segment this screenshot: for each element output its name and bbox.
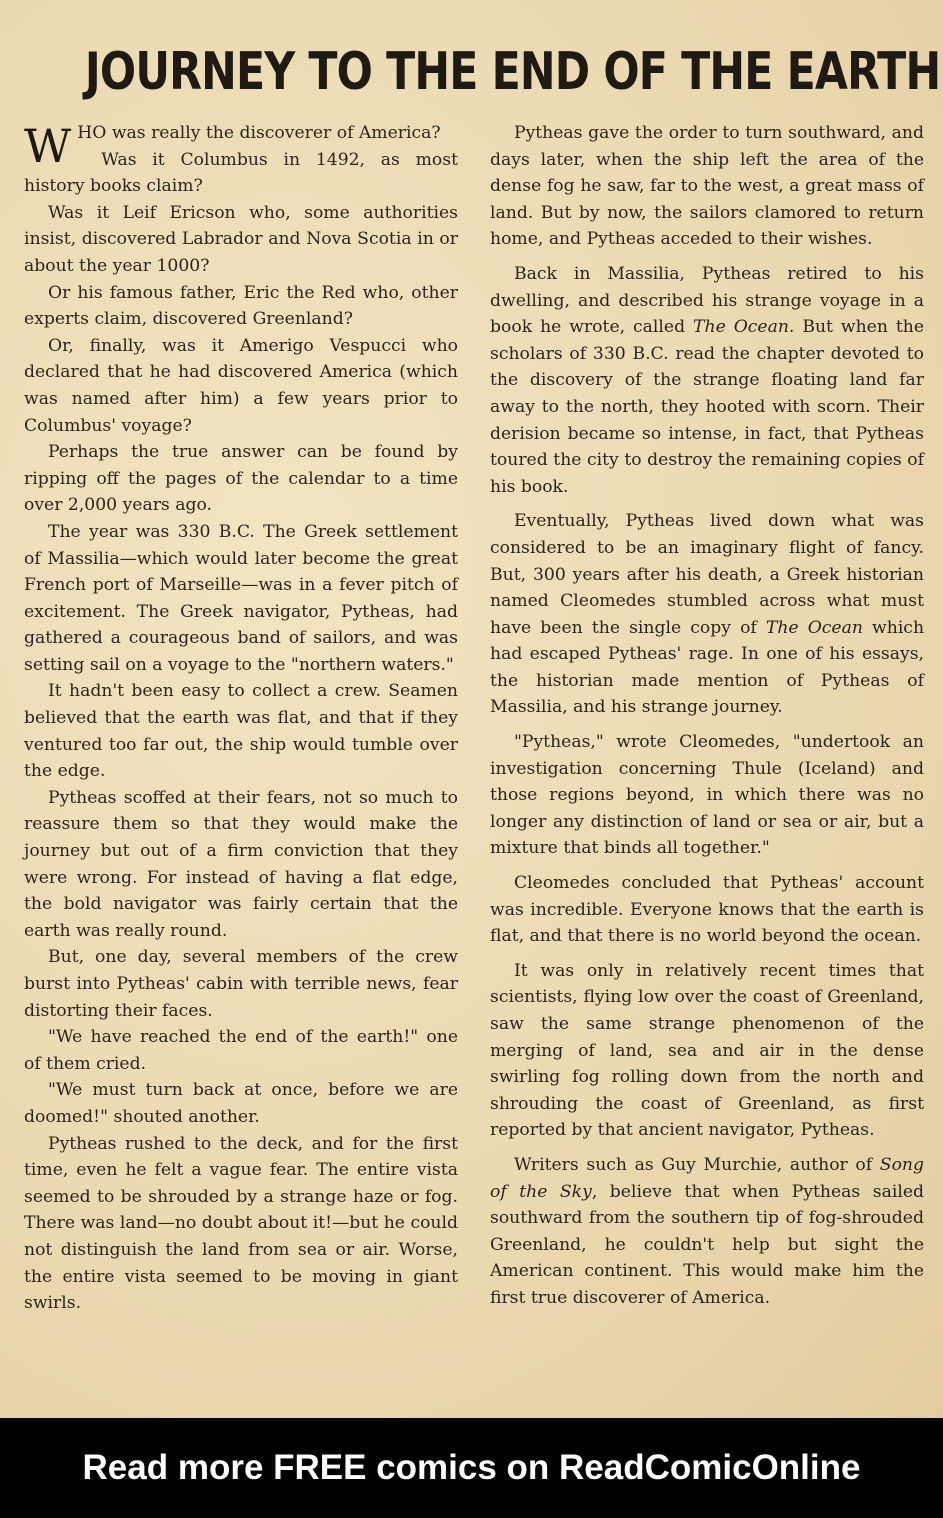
paragraph: Writers such as Guy Murchie, author of Song of the Sky, believe that when Pytheas sailed southward from the southern tip of fog-shrouded Greenland, he couldn't help but sight the American continent. This would make him the first true discoverer of America. — [490, 1154, 924, 1308]
drop-cap: W — [24, 119, 72, 173]
book-title: The Ocean — [693, 317, 789, 338]
paragraph: Or, finally, was it Amerigo Vespucci who declared that he had discovered America (which was named after him) a few years prior to Columbus' voyage? — [24, 335, 458, 436]
paragraph: The year was 330 B.C. The Greek settlement of Massilia—which would later become the great French port of Marseille—was in a fever pitch of excitement. The Greek navigator, Pytheas, had gathered a courageous band of sailors, and was setting sail on a voyage to the "northern waters." — [24, 521, 458, 675]
paragraph: Was it Leif Ericson who, some authorities insist, discovered Labrador and Nova Scotia in or about the year 1000? — [24, 202, 458, 276]
article-right-column — [490, 120, 924, 1312]
paragraph: "We have reached the end of the earth!" one of them cried. — [24, 1027, 458, 1074]
book-title: Song of the Sky — [490, 1154, 924, 1202]
paragraph: It was only in relatively recent times that scientists, flying low over the coast of Greenland, saw the same strange phenomenon of the merging of land, sea and air in the dense swirling fog rolling down from the north and shrouding the coast of Greenland, as first reported by that ancient navigator, Pytheas. — [490, 960, 924, 1141]
paragraph: WHO was really the discoverer of America? — [24, 119, 441, 173]
paragraph: But, one day, several members of the crew burst into Pytheas' cabin with terrible news, fear distorting their faces. — [24, 947, 458, 1021]
paragraph: "We must turn back at once, before we are doomed!" shouted another. — [24, 1080, 458, 1127]
article-left-column — [24, 120, 458, 1317]
paragraph: Pytheas scoffed at their fears, not so much to reassure them so that they would make the journey but out of a firm conviction that they were wrong. For instead of having a flat edge, the bold navigator was fairly certain that the earth was really round. — [24, 787, 458, 941]
paragraph: It hadn't been easy to collect a crew. Seamen believed that the earth was flat, and that if they ventured too far out, the ship would tumble over the edge. — [24, 681, 458, 782]
paragraph: Pytheas rushed to the deck, and for the first time, even he felt a vague fear. The entire vista seemed to be shrouded by a strange haze or fog. There was land—no doubt about it!—but he could not distinguish the land from sea or air. Worse, the entire vista seemed to be moving in giant swirls. — [24, 1133, 458, 1314]
promo-banner-link[interactable]: Read more FREE comics on ReadComicOnline — [0, 1418, 943, 1518]
paragraph: Cleomedes concluded that Pytheas' account was incredible. Everyone knows that the earth is flat, and that there is no world beyond the ocean. — [490, 873, 924, 947]
book-title: The Ocean — [765, 617, 863, 638]
paragraph: "Pytheas," wrote Cleomedes, "undertook an investigation concerning Thule (Iceland) and those regions beyond, in which there was no longer any distinction of land or sea or air, but a mixture that binds all together." — [490, 732, 924, 859]
paragraph: Eventually, Pytheas lived down what was considered to be an imaginary flight of fancy. But, 300 years after his death, a Greek historian named Cleomedes stumbled across what must have been the single copy of The Ocean which had escaped Pytheas' rage. In one of his essays, the historian made mention of Pytheas of Massilia, and his strange journey. — [490, 511, 925, 718]
paragraph: Perhaps the true answer can be found by ripping off the pages of the calendar to a time over 2,000 years ago. — [24, 442, 458, 516]
paragraph: Was it Columbus in 1492, as most history books claim? — [24, 149, 458, 197]
article-title: JOURNEY TO THE END OF THE EARTH — [84, 42, 941, 102]
paragraph: Or his famous father, Eric the Red who, other experts claim, discovered Greenland? — [24, 282, 458, 330]
paragraph: Back in Massilia, Pytheas retired to his dwelling, and described his strange voyage in a book he wrote, called The Ocean. But when the scholars of 330 B.C. read the chapter devoted to the discovery of the strange floating land far away to the north, they hooted with scorn. Their derision became so intense, in fact, that Pytheas toured the city to destroy the remaining copies of his book. — [490, 263, 925, 497]
paragraph: Pytheas gave the order to turn southward, and days later, when the ship left the area of the dense fog he saw, far to the west, a great mass of land. But by now, the sailors clamored to return home, and Pytheas acceded to their wishes. — [490, 123, 924, 250]
